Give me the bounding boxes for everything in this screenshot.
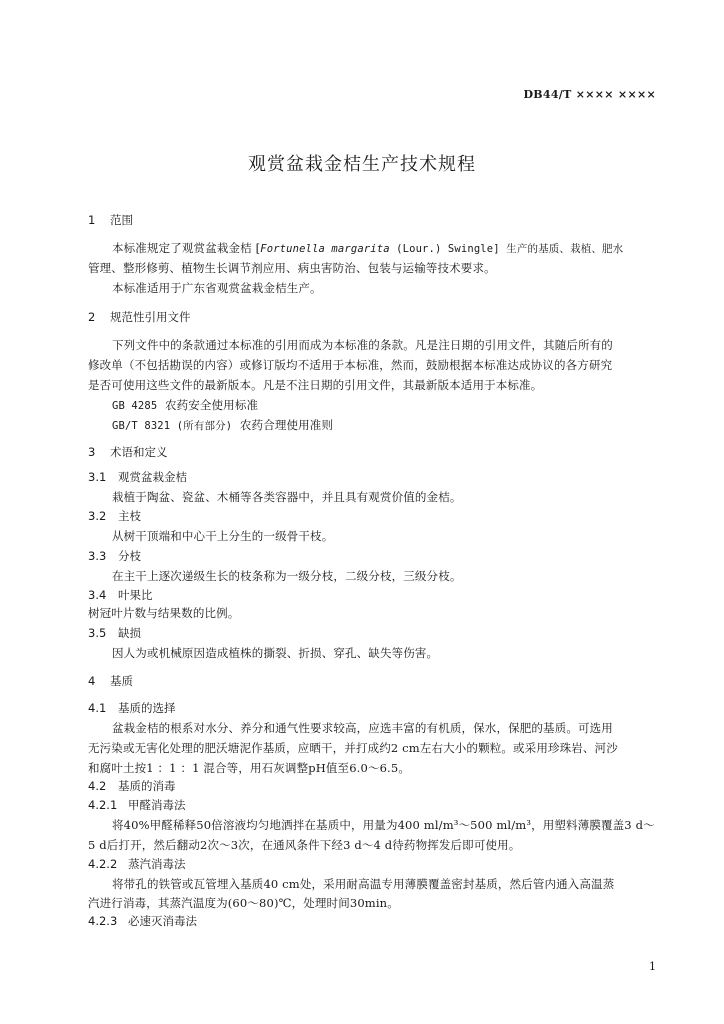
term-definition: 因人为或机械原因造成植株的撕裂、折损、穿孔、缺失等伤害。	[112, 646, 439, 660]
disinfection-paragraph-line: 将40%甲醛稀释50倍溶液均匀地洒拌在基质中，用量为400 ml/m³～500 ml/m³，用塑料薄膜覆盖3 d～	[112, 818, 655, 832]
references-paragraph-line: 是否可使用这些文件的最新版本。凡是不注日期的引用文件，其最新版本适用于本标准。	[88, 378, 543, 392]
term-heading: 3.3 分枝	[88, 549, 141, 563]
term-heading: 3.1 观赏盆栽金桔	[88, 470, 187, 484]
term-heading: 3.2 主枝	[88, 509, 141, 523]
document-title: 观赏盆栽金桔生产技术规程	[248, 154, 476, 175]
subsection-heading: 4.2 基质的消毒	[88, 779, 176, 793]
section-title: 范围	[110, 213, 133, 227]
subsection-heading: 4.1 基质的选择	[88, 701, 176, 715]
section-number: 1	[88, 213, 96, 227]
subsubsection-heading: 4.2.1 甲醛消毒法	[88, 798, 186, 812]
section-3-heading: 3 术语和定义	[88, 445, 168, 459]
term-definition: 树冠叶片数与结果数的比例。	[88, 606, 240, 620]
subsubsection-heading: 4.2.3 必速灭消毒法	[88, 914, 197, 928]
reference-item	[112, 417, 333, 433]
scope-paragraph-line: 管理、整形修剪、植物生长调节剂应用、病虫害防治、包装与运输等技术要求。	[88, 261, 496, 275]
reference-title: 农药合理使用准则	[239, 418, 334, 432]
reference-title: 农药安全使用标准	[164, 398, 259, 412]
references-paragraph-line: 修改单（不包括勘误的内容）或修订版均不适用于本标准，然而，鼓励根据本标准达成协议的各方研究	[88, 358, 613, 372]
section-4-heading: 4 基质	[88, 674, 133, 688]
reference-item	[112, 397, 258, 413]
scope-paragraph-line: 本标准规定了观赏盆栽金桔 [Fortunella margarita (Lour.) Swingle] 生产的基质、栽植、肥水	[112, 241, 624, 255]
reference-code: GB/T 8321 (所有部分)	[112, 420, 233, 432]
section-2-heading: 2 规范性引用文件	[88, 310, 191, 324]
disinfection-paragraph-line: 汽进行消毒，其蒸汽温度为(60～80)℃，处理时间30min。	[88, 896, 399, 910]
term-definition: 在主干上逐次递级生长的枝条称为一级分枝，二级分枝，三级分枝。	[112, 569, 462, 583]
standard-code: DB44/T ×××× ××××	[523, 88, 656, 101]
disinfection-paragraph-line: 5 d后打开，然后翻动2次～3次，在通风条件下经3 d～4 d待药物挥发后即可使用。	[88, 838, 521, 852]
latin-name: Fortunella margarita	[260, 243, 390, 255]
scope-applicability: 本标准适用于广东省观赏盆栽金桔生产。	[112, 281, 322, 295]
disinfection-paragraph-line: 将带孔的铁管或瓦管埋入基质40 cm处，采用耐高温专用薄膜覆盖密封基质，然后管内通入高温蒸	[112, 877, 615, 891]
section-1-heading	[88, 212, 133, 228]
term-definition: 从树干顶端和中心干上分生的一级骨干枝。	[112, 529, 334, 543]
substrate-paragraph-line: 无污染或无害化处理的肥沃塘泥作基质，应晒干，并打成约2 cm左右大小的颗粒。或采用珍珠岩、河沙	[88, 741, 618, 755]
page-number: 1	[649, 960, 656, 973]
references-paragraph-line: 下列文件中的条款通过本标准的引用而成为本标准的条款。凡是注日期的引用文件，其随后所有的	[112, 338, 613, 352]
subsubsection-heading: 4.2.2 蒸汽消毒法	[88, 857, 186, 871]
substrate-paragraph-line: 盆栽金桔的根系对水分、养分和通气性要求较高，应选丰富的有机质，保水，保肥的基质。可选用	[112, 721, 613, 735]
term-heading: 3.4 叶果比	[88, 588, 153, 602]
term-definition: 栽植于陶盆、瓷盆、木桶等各类容器中，并且具有观赏价值的金桔。	[112, 490, 462, 504]
term-heading: 3.5 缺损	[88, 626, 141, 640]
substrate-paragraph-line: 和腐叶土按1 ：1 ：1 混合等，用石灰调整pH值至6.0～6.5。	[88, 761, 410, 775]
reference-code: GB 4285	[112, 400, 158, 412]
